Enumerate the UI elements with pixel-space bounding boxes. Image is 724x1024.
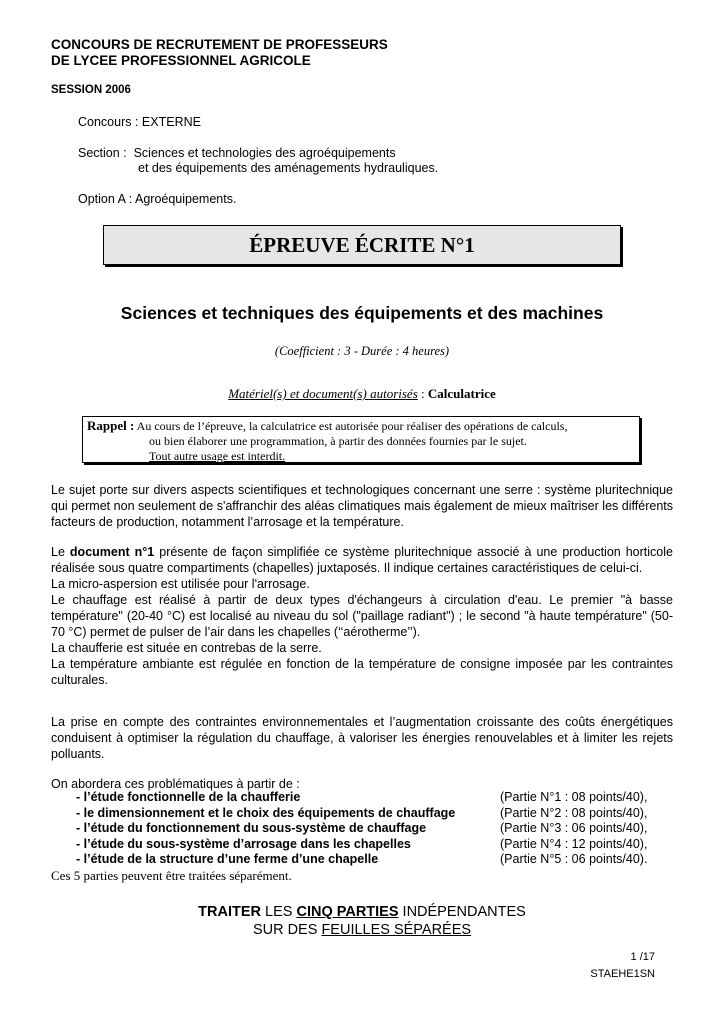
chauffage-text: Le chauffage est réalisé à partir de deux types d'échangeurs à circulation d'eau. Le premier "à basse température" (20-40 °C) est localisé au niveau du sol ("paillage radiant") ; le second "à haute température" (50-70 °C) permet de pulser de l’air dans les chapelles (‘‘aérotherme’’). bbox=[51, 593, 673, 639]
materiel-line bbox=[0, 386, 724, 402]
section-block bbox=[78, 146, 438, 176]
materiel-sep: : bbox=[417, 386, 428, 401]
instructions-footer bbox=[0, 903, 724, 939]
part-label: - l’étude du sous-système d’arrosage dans les chapelles bbox=[76, 836, 411, 851]
part-points: (Partie N°5 : 06 points/40). bbox=[500, 852, 648, 866]
contraintes-text: La prise en compte des contraintes environnementales et l’augmentation croissante des coûts énergétiques conduisent à optimiser la régulation du chauffage, à valoriser les énergies renouvelables et à limiter les rejets polluants. bbox=[51, 715, 673, 761]
contraintes-paragraph bbox=[51, 714, 673, 762]
chaufferie-text: La chaufferie est située en contrebas de la serre. bbox=[51, 641, 322, 655]
footer-sur-des: SUR DES bbox=[252, 922, 322, 938]
document-ref: document n°1 bbox=[69, 545, 155, 559]
parts-list bbox=[76, 790, 676, 868]
part-label: - l’étude de la structure d’une ferme d’une chapelle bbox=[76, 852, 379, 866]
rappel-label: Rappel : bbox=[87, 418, 135, 433]
document-code: STAEHE1SN bbox=[590, 968, 655, 980]
session-label: SESSION 2006 bbox=[51, 84, 131, 96]
footer-feuilles-separees: FEUILLES SÉPARÉES bbox=[321, 922, 472, 938]
section-line-1: Sciences et technologies des agroéquipements bbox=[133, 146, 396, 160]
list-item bbox=[76, 821, 676, 837]
header-line-2: DE LYCEE PROFESSIONNEL AGRICOLE bbox=[51, 53, 311, 68]
concours-line: Concours : EXTERNE bbox=[78, 115, 201, 129]
part-points: (Partie N°3 : 06 points/40), bbox=[500, 821, 648, 835]
intro-paragraph bbox=[51, 482, 673, 530]
footer-cinq-parties: CINQ PARTIES bbox=[296, 904, 399, 920]
intro-text: Le sujet porte sur divers aspects scientifiques et technologiques concernant une serre : système pluritechnique qui permet non seulement de s'affranchir des aléas climatiques mais également de mieux maîtriser les différents facteurs de production, notamment l’arrosage et la température. bbox=[51, 483, 673, 529]
parts-note: Ces 5 parties peuvent être traitées séparément. bbox=[51, 868, 292, 883]
section-label: Section : bbox=[78, 146, 127, 160]
footer-traiter: TRAITER bbox=[198, 904, 261, 920]
doc-pre: Le bbox=[51, 545, 70, 559]
part-points: (Partie N°2 : 08 points/40), bbox=[500, 805, 648, 820]
rappel-line-1: Au cours de l’épreuve, la calculatrice est autorisée pour réaliser des opérations de calculs, bbox=[134, 419, 568, 433]
document-paragraph bbox=[51, 544, 673, 688]
list-item bbox=[76, 852, 676, 868]
part-label: - l’étude du fonctionnement du sous-système de chauffage bbox=[76, 821, 427, 835]
list-item bbox=[76, 790, 676, 806]
part-label: - l’étude fonctionnelle de la chaufferie bbox=[76, 790, 301, 804]
subject-title: Sciences et techniques des équipements et des machines bbox=[120, 303, 604, 323]
page-number: 1 /17 bbox=[630, 951, 655, 963]
doc-post: présente de façon simplifiée ce système pluritechnique associé à une production horticole réalisée sous quatre compartiments (chapelles) juxtaposés. Il indique certaines caractéristiques de celui-ci. bbox=[51, 545, 673, 575]
part-points: (Partie N°1 : 08 points/40), bbox=[500, 790, 648, 804]
section-line-2: et des équipements des aménagements hydrauliques. bbox=[138, 161, 439, 175]
rappel-line-2: ou bien élaborer une programmation, à partir des données fournies par le sujet. bbox=[149, 434, 527, 448]
option-line: Option A : Agroéquipements. bbox=[78, 192, 237, 206]
footer-independantes: INDÉPENDANTES bbox=[398, 904, 526, 920]
materiel-value: Calculatrice bbox=[427, 386, 496, 401]
footer-les: LES bbox=[261, 904, 297, 920]
part-label: - le dimensionnement et le choix des équipements de chauffage bbox=[76, 805, 456, 820]
rappel-box bbox=[82, 416, 640, 463]
part-points: (Partie N°4 : 12 points/40), bbox=[500, 836, 648, 851]
materiel-label: Matériel(s) et document(s) autorisés bbox=[228, 386, 418, 401]
exam-title-box bbox=[103, 225, 621, 265]
temperature-text: La température ambiante est régulée en fonction de la température de consigne imposée par les contraintes culturales. bbox=[51, 657, 673, 687]
coefficient-line: (Coefficient : 3 - Durée : 4 heures) bbox=[274, 344, 450, 358]
exam-title: ÉPREUVE ÉCRITE N°1 bbox=[249, 232, 475, 257]
rappel-line-3: Tout autre usage est interdit. bbox=[149, 449, 286, 463]
micro-aspersion-text: La micro-aspersion est utilisée pour l'arrosage. bbox=[51, 577, 310, 591]
header-line-1: CONCOURS DE RECRUTEMENT DE PROFESSEURS bbox=[51, 37, 388, 52]
abordera-text: On abordera ces problématiques à partir de : bbox=[51, 777, 300, 791]
header-title bbox=[51, 37, 388, 69]
list-item bbox=[76, 806, 676, 822]
list-item bbox=[76, 837, 676, 853]
